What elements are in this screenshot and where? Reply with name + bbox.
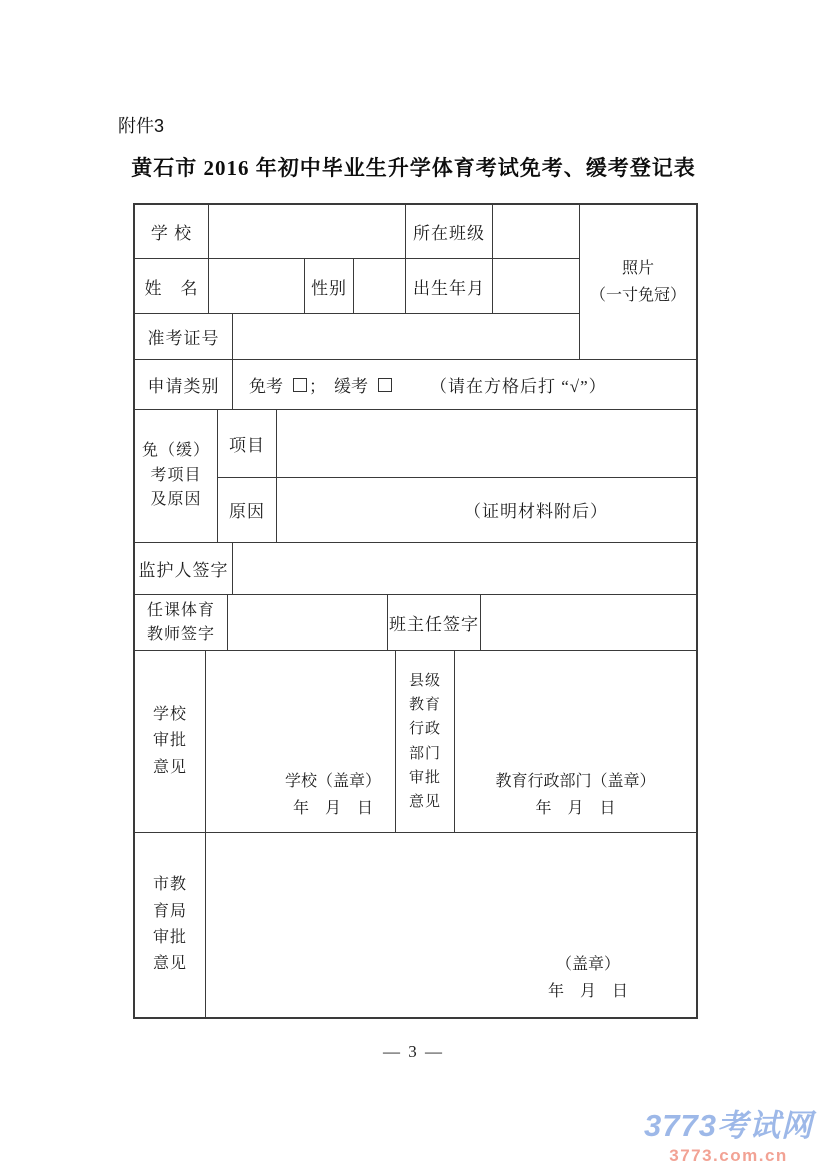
exam-no-value-cell xyxy=(232,314,579,359)
guardian-value-cell xyxy=(232,543,696,594)
apply-type-row xyxy=(135,359,696,409)
registration-table xyxy=(133,203,698,1019)
guardian-label: 监护人签字 xyxy=(138,561,229,580)
watermark-site-name: 3773考试网 xyxy=(644,1108,813,1143)
defer-checkbox-icon xyxy=(378,378,392,392)
county-dept-label: 县级 教育 行政 部门 审批 意见 xyxy=(395,651,454,832)
city-stamp-block xyxy=(548,951,628,1017)
teacher-row xyxy=(135,594,696,650)
defer-label: 缓考 xyxy=(334,377,368,396)
pe-teacher-label: 任课体育 教师签字 xyxy=(146,602,215,643)
city-stamp-date: 年 月 日 xyxy=(547,982,628,1000)
photo-label-line1: 照片 xyxy=(621,259,654,277)
edu-dept-stamp-block xyxy=(495,768,655,832)
reason-note: （证明材料附后） xyxy=(464,502,608,522)
apply-type-content xyxy=(232,360,696,409)
photo-label-line2: （一寸免冠） xyxy=(589,287,686,304)
page-title: 黄石市 2016 年初中毕业生升学体育考试免考、缓考登记表 xyxy=(131,156,696,180)
exam-no-label: 准考证号 xyxy=(147,329,220,348)
birth-label: 出生年月 xyxy=(405,259,492,313)
reason-label: 原因 xyxy=(229,502,265,522)
city-stamp-label: （盖章） xyxy=(555,955,620,973)
head-teacher-label: 班主任签字 xyxy=(387,595,480,650)
edu-dept-stamp-label: 教育行政部门（盖章） xyxy=(495,772,656,790)
guardian-row xyxy=(135,542,696,594)
apply-separator: ； xyxy=(309,377,326,396)
basic-info-section xyxy=(135,205,696,359)
reason-section xyxy=(135,409,696,542)
watermark xyxy=(644,1100,813,1166)
city-approval-row xyxy=(135,832,696,1017)
school-row xyxy=(135,205,579,259)
name-label: 姓 名 xyxy=(144,278,199,298)
photo-box xyxy=(579,205,696,359)
school-stamp-block xyxy=(285,768,381,832)
class-value-cell xyxy=(492,205,579,258)
school-approval-label: 学校 审批 意见 xyxy=(152,705,187,776)
reason-value-cell xyxy=(276,478,696,543)
apply-type-label: 申请类别 xyxy=(147,377,220,396)
item-label: 项目 xyxy=(229,435,265,455)
item-row xyxy=(218,410,696,478)
school-value-cell xyxy=(208,205,405,258)
name-row xyxy=(135,259,579,314)
school-approval-row xyxy=(135,650,696,832)
school-stamp-label: 学校（盖章） xyxy=(284,772,381,790)
head-teacher-value-cell xyxy=(480,595,696,650)
exempt-label: 免考 xyxy=(249,377,283,396)
school-approval-cell xyxy=(205,651,395,832)
reason-section-label: 免（缓） 考项目 及原因 xyxy=(141,441,210,509)
edu-dept-stamp-date: 年 月 日 xyxy=(535,799,616,817)
item-value-cell xyxy=(276,410,696,477)
attachment-label: 附件3 xyxy=(118,116,165,136)
exam-no-row xyxy=(135,314,579,359)
reason-section-right xyxy=(217,410,696,542)
city-approval-cell xyxy=(205,833,696,1017)
name-value-cell xyxy=(208,259,304,313)
watermark-site-url: 3773.com.cn xyxy=(669,1146,788,1165)
reason-row xyxy=(218,478,696,543)
class-label: 所在班级 xyxy=(405,205,492,258)
city-approval-label: 市教 育局 审批 意见 xyxy=(152,876,187,973)
gender-value-cell xyxy=(353,259,405,313)
page-number: — 3 — xyxy=(383,1042,444,1061)
birth-value-cell xyxy=(492,259,579,313)
apply-note: （请在方格后打 “√”） xyxy=(430,377,607,396)
pe-teacher-value-cell xyxy=(227,595,387,650)
exempt-checkbox-icon xyxy=(293,378,307,392)
school-stamp-date: 年 月 日 xyxy=(292,799,373,817)
school-label: 学 校 xyxy=(150,224,193,243)
gender-label: 性别 xyxy=(304,259,353,313)
basic-info-left xyxy=(135,205,579,359)
edu-dept-approval-cell xyxy=(454,651,696,832)
